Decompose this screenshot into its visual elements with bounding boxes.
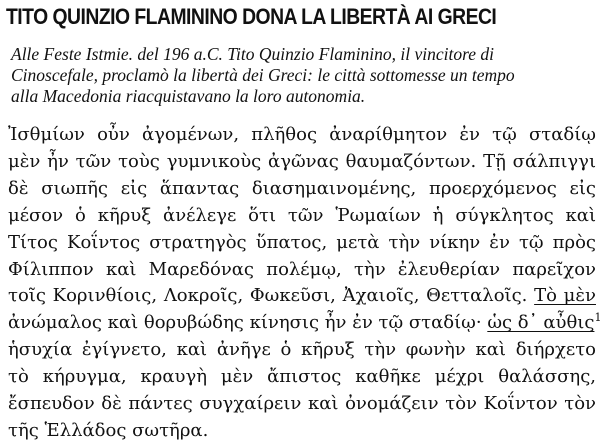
greek-line: μέσον ὁ κῆρυξ ἀνέλεγε ὅτι τῶν Ῥωμαίων ἡ σύγκλητος καὶ	[8, 204, 596, 226]
greek-line: Τίτος Κοΐντος στρατηγὸς ὕπατος, μετὰ τὴν νίκην ἐν τῷ πρὸς	[8, 231, 596, 253]
greek-line: δὲ σιωπῆς εἰς ἅπαντας διασημαινομένης, προερχόμενος εἰς	[8, 177, 596, 199]
greek-line-text: ἀνώμαλος καὶ θορυβώδης κίνησις ἦν ἐν τῷ σταδίῳ·	[8, 312, 482, 334]
footnote-marker: 1	[594, 311, 601, 325]
intro-line: Alle Feste Istmie. del 196 a.C. Tito Quinzio Flaminino, il vincitore di	[11, 44, 494, 64]
greek-line	[8, 283, 596, 310]
greek-line: ἡσυχία ἐγίγνετο, καὶ ἀνῆγε ὁ κῆρυξ τὴν φωνὴν καὶ διήρχετο	[8, 339, 596, 361]
greek-line: τὸ κήρυγμα, κραυγὴ μὲν ἄπιστος καθῆκε μέχρι θαλάσσης,	[8, 366, 596, 388]
greek-line: μὲν ἦν τῶν τοὺς γυμνικοὺς ἀγῶνας θαυμαζόντων. Τῇ σάλπιγγι	[8, 150, 596, 172]
intro-line: Cinoscefale, proclamò la libertà dei Greci: le città sottomesse un tempo	[11, 65, 515, 85]
greek-line-text: τοῖς Κορινθίοις, Λοκροῖς, Φωκεῦσι, Ἀχαιοῖς, Θετταλοῖς.	[8, 285, 528, 307]
page-title: TITO QUINZIO FLAMININO DONA LA LIBERTÀ AI GRECI	[6, 4, 497, 29]
greek-line: τῆς Ἑλλάδος σωτῆρα.	[8, 419, 209, 441]
underlined-phrase: Τὸ μὲν	[534, 285, 596, 307]
greek-text	[8, 122, 601, 445]
greek-line: Ἰσθμίων οὖν ἀγομένων, πλῆθος ἀναρίθμητον ἐν τῷ σταδίῳ	[8, 124, 596, 145]
intro-line: alla Macedonia riacquistavano la loro autonomia.	[11, 86, 366, 106]
greek-line	[8, 310, 601, 337]
greek-line: ἔσπευδον δὲ πάντες συγχαίρειν καὶ ὀνομάζειν τὸν Κοΐντον τὸν	[8, 393, 596, 415]
underlined-phrase: ὡς δ᾽ αὖθις	[487, 312, 595, 334]
greek-line: Φίλιππον καὶ Μαρεδόνας πολέμῳ, τὴν ἐλευθερίαν παρεῖχον	[8, 258, 596, 280]
intro-paragraph	[11, 44, 591, 107]
